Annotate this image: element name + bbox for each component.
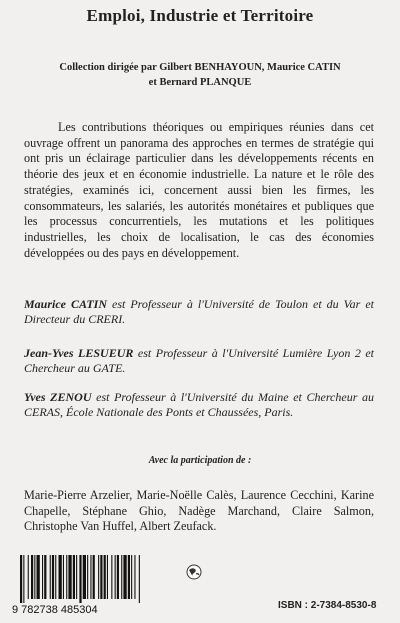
author-bio	[24, 390, 374, 419]
barcode-bar	[83, 555, 86, 599]
author-name: Maurice CATIN	[24, 297, 108, 311]
barcode-bar	[42, 555, 43, 599]
author-name: Jean-Yves LESUEUR	[24, 346, 134, 360]
barcode-bar	[50, 555, 51, 599]
barcode-bar	[79, 555, 81, 603]
barcode-bar	[131, 555, 132, 599]
barcode-bar	[115, 555, 116, 599]
barcode-bar	[98, 555, 99, 599]
barcode-bar	[52, 555, 54, 599]
barcode-bar	[63, 555, 64, 599]
barcode-bar	[44, 555, 46, 599]
collection-line-1: Collection dirigée par Gilbert BENHAYOUN, Maurice CATIN	[59, 62, 341, 73]
collection-info	[30, 60, 370, 90]
barcode-bar	[73, 555, 75, 599]
description-paragraph: Les contributions théoriques ou empiriques réunies dans cet ouvrage offrent un panorama des approches en termes de stratégie qui ont pris un éclairage particulier dans les développements récents en théorie des jeux et en économie industrielle. La nature et le rôle des stratégies, examinés ici, concernent aussi bien les firmes, les consommateurs, les salariés, les autorités monétaires et publiques que les processus concurrentiels, les mutations et les politiques industrielles, les choix de localisation, le cas des économies développées ou des pays en développement.	[24, 120, 374, 260]
barcode-bar	[100, 555, 102, 599]
barcode-bar	[68, 555, 71, 599]
barcode-bar	[121, 555, 122, 599]
author-name: Yves ZENOU	[24, 390, 92, 404]
barcode-bar	[107, 555, 108, 599]
author-bio	[24, 297, 374, 326]
author-text: est Professeur à l'Université de Toulon et du Var et Directeur du CRERI.	[24, 297, 374, 326]
author-bio	[24, 346, 374, 375]
barcode-icon	[10, 553, 180, 615]
book-title: Emploi, Industrie et Territoire	[86, 6, 314, 25]
barcode-bar	[34, 555, 35, 599]
barcode-bar	[117, 555, 119, 599]
barcode-bar	[55, 555, 56, 599]
barcode-bar	[93, 555, 95, 599]
barcode-bar	[111, 555, 112, 599]
barcode-bar	[59, 555, 62, 599]
isbn: ISBN : 2-7384-8530-8	[278, 600, 377, 611]
barcode-bar	[139, 555, 140, 603]
barcode-bar	[90, 555, 91, 599]
barcode-bar	[31, 555, 33, 599]
barcode-bar	[66, 555, 67, 599]
author-text: est Professeur à l'Université Lumière Lyon 2 et Chercheur au GATE.	[24, 346, 375, 375]
barcode-bar	[76, 555, 77, 599]
participants-list: Marie-Pierre Arzelier, Marie-Noëlle Calès, Laurence Cecchini, Karine Chapelle, Stéphane Ghio, Nadège Marchand, Claire Salmon, Christophe Van Huffel, Albert Zeufack.	[24, 488, 374, 533]
barcode-number: 9 782738 485304	[12, 604, 98, 615]
barcode-bar	[23, 555, 24, 603]
participation-label: Avec la participation de :	[148, 455, 252, 466]
globe-icon	[186, 564, 202, 580]
barcode-bar	[20, 555, 22, 603]
author-text: est Professeur à l'Université du Maine et Chercheur au CERAS, École Nationale des Ponts et Chaussées, Paris.	[24, 390, 374, 419]
barcode-bar	[128, 555, 130, 599]
barcode-bar	[123, 555, 126, 599]
barcode-bar	[134, 555, 135, 599]
barcode-bar	[37, 555, 40, 599]
barcode-bar	[87, 555, 88, 599]
collection-line-2: et Bernard PLANQUE	[148, 77, 252, 88]
barcode-bar	[104, 555, 106, 599]
barcode-bar	[28, 555, 29, 599]
